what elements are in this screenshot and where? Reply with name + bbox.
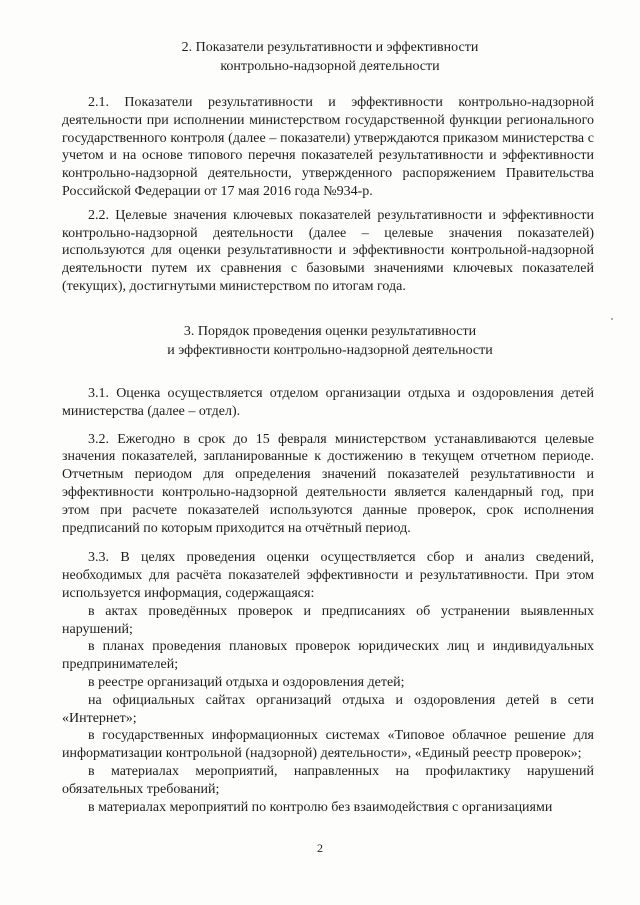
- section-3-heading-line-1: 3. Порядок проведения оценки результативности: [183, 324, 477, 339]
- list-item: в материалах мероприятий, направленных на профилактику нарушений обязательных требований;: [62, 763, 594, 797]
- list-item: на официальных сайтах организаций отдыха и оздоровления детей в сети «Интернет»;: [62, 692, 594, 726]
- section-3-heading-line-2: и эффективности контрольно-надзорной деятельности: [167, 342, 493, 358]
- section-2-heading-line-2: контрольно-надзорной деятельности: [220, 58, 440, 74]
- paragraph-2-2: 2.2. Целевые значения ключевых показателей результативности и эффективности контрольно-надзорной деятельности (далее – целевые значения показателей) используются для оценки результативности и эффективности контрольной-надзорной деятельности путем их сравнения с базовыми значениями ключевых показателей (текущих), достигнутыми министерством по итогам года.: [62, 207, 594, 294]
- list-item: в актах проведённых проверок и предписаниях об устранении выявленных нарушений;: [62, 603, 594, 637]
- list-item: в материалах мероприятий по контролю без взаимодействия с организациями: [88, 799, 553, 815]
- paragraph-3-2: 3.2. Ежегодно в срок до 15 февраля министерством устанавливаются целевые значения показателей, запланированные к достижению в текущем отчетном периоде. Отчетным периодом для определения значений показателей результативности и эффективности контрольно-надзорной деятельности является календарный год, при этом при расчете показателей используются данные проверок, срок исполнения предписаний по которым приходится на отчётный период.: [62, 431, 594, 536]
- paragraph-3-3: 3.3. В целях проведения оценки осуществляется сбор и анализ сведений, необходимых для расчёта показателей эффективности и результативности. При этом используется информация, содержащаяся:: [62, 550, 594, 601]
- page-number: 2: [317, 841, 323, 855]
- section-2-heading: [60, 39, 600, 76]
- paragraph-3-1: 3.1. Оценка осуществляется отделом организации отдыха и оздоровления детей министерства (далее – отдел).: [62, 386, 594, 419]
- section-2-body: [62, 94, 594, 296]
- list-item: в государственных информационных системах «Типовое облачное решение для информатизации контрольной (надзорной) деятельности», «Единый реестр проверок»;: [62, 728, 594, 762]
- list-item: в реестре организаций отдыха и оздоровления детей;: [88, 674, 405, 690]
- section-3-heading: [60, 323, 600, 360]
- list-item: в планах проведения плановых проверок юридических лиц и индивидуальных предпринимателей;: [62, 639, 594, 673]
- paragraph-2-1: 2.1. Показатели результативности и эффективности контрольно-надзорной деятельности при исполнении министерством государственной функции регионального государственного контроля (далее – показатели) утверждаются приказом министерства с учетом и на основе типового перечня показателей результативности и эффективности контрольно-надзорной деятельности, утвержденного распоряжением Правительства Российской Федерации от 17 мая 2016 года №934-р.: [62, 95, 594, 199]
- scan-speck: [611, 318, 613, 320]
- section-2-heading-line-1: 2. Показатели результативности и эффективности: [181, 40, 479, 55]
- section-3-body: [62, 385, 594, 816]
